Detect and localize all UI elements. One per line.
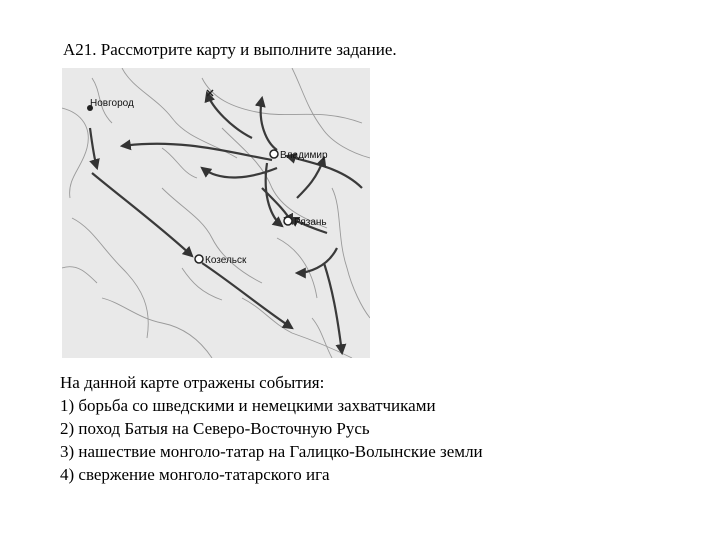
answer-option-2[interactable]: 2) поход Батыя на Северо-Восточную Русь <box>60 419 370 438</box>
task-title: А21. Рассмотрите карту и выполните задание. <box>63 40 397 59</box>
map-graphic <box>62 68 370 358</box>
answer-option-4[interactable]: 4) свержение монголо-татарского ига <box>60 465 330 484</box>
question-stem: На данной карте отражены события: <box>60 373 325 392</box>
historical-map <box>62 68 370 358</box>
vladimir-marker <box>270 150 278 158</box>
city-label-novgorod: Новгород <box>90 98 134 109</box>
rivers <box>62 68 370 358</box>
answer-option-3[interactable]: 3) нашествие монголо-татар на Галицко-Волынские земли <box>60 442 483 461</box>
city-label-kozelsk: Козельск <box>205 255 247 266</box>
answer-option-1[interactable]: 1) борьба со шведскими и немецкими захватчиками <box>60 396 436 415</box>
city-label-ryazan: Рязань <box>294 217 327 228</box>
ryazan-marker <box>284 217 292 225</box>
question-block <box>60 371 483 486</box>
kozelsk-marker <box>195 255 203 263</box>
city-label-vladimir: Владимир <box>280 150 328 161</box>
